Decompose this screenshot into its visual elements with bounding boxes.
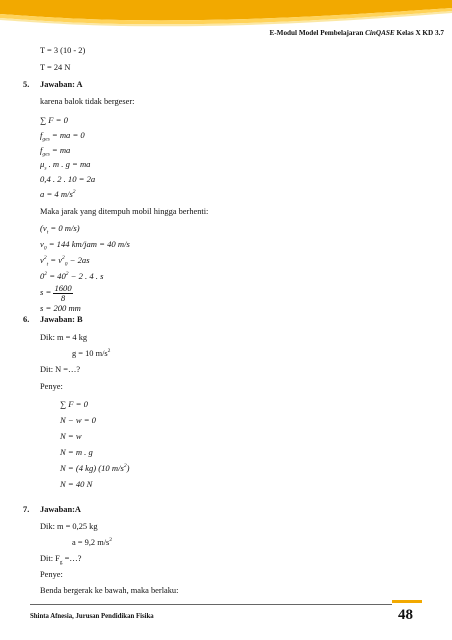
q7-closing: Benda bergerak ke bawah, maka berlaku: xyxy=(40,586,179,595)
header-banner xyxy=(0,0,452,30)
q5-reason: karena balok tidak bergeser: xyxy=(40,97,135,106)
q6-eq-4: N = m . g xyxy=(60,447,93,457)
q7-number: 7. xyxy=(23,505,30,514)
intro-line-2: T = 24 N xyxy=(40,63,71,72)
footer-rule xyxy=(30,604,392,605)
q6-given-mass: Dik: m = 4 kg xyxy=(40,333,88,342)
q5-eq-5: 0,4 . 2 . 10 = 2a xyxy=(40,174,96,184)
q7-given-mass: Dik: m = 0,25 kg xyxy=(40,522,98,531)
page-number: 48 xyxy=(398,607,413,623)
q5-answer: Jawaban: A xyxy=(40,80,83,89)
q7-solution-label: Penye: xyxy=(40,570,63,579)
q5-dist-5: s = $\frac{1600}{8}$ xyxy=(40,283,72,303)
q6-eq-5: N = (4 kg) (10 $m/s^2$) xyxy=(60,463,130,473)
footer-author: Shinta Afnesia, Jurusan Pendidikan Fisika xyxy=(30,613,154,620)
q6-solution-label: Penye: xyxy=(40,382,63,391)
q7-asked: Dit: $F_g$ =…? xyxy=(40,554,82,566)
q5-number: 5. xyxy=(23,80,30,89)
q5-dist-6: s = 200 mm xyxy=(40,303,81,313)
q6-given-gravity: g = 10 $m/s^2$ xyxy=(72,348,111,358)
q5-dist-3: $v^2_t = v^2_0 - 2as$ xyxy=(40,255,90,268)
q6-eq-3: N = w xyxy=(60,431,82,441)
q5-eq-4: $\mu_s$ . m . g = ma xyxy=(40,159,91,172)
banner-graphic xyxy=(0,0,452,30)
q5-dist-1: ($v_t = 0$ m/s) xyxy=(40,223,80,236)
q5-eq-3: $f_{ges}$ = ma xyxy=(40,145,71,158)
q5-eq-6: a = 4 $m/s^2$ xyxy=(40,189,76,199)
q6-eq-6: N = 40 N xyxy=(60,479,93,489)
q5-eq-2: $f_{ges}$ = ma = 0 xyxy=(40,130,85,143)
q6-eq-2: N − w = 0 xyxy=(60,415,96,425)
q7-answer: Jawaban:A xyxy=(40,505,81,514)
q5-distance-intro: Maka jarak yang ditempuh mobil hingga berhenti: xyxy=(40,207,209,216)
q5-dist-2: $v_0 = 144$ km/jam = 40 m/s xyxy=(40,239,130,252)
q6-eq-1: ∑ F = 0 xyxy=(60,399,88,409)
q5-eq-1: ∑ F = 0 xyxy=(40,115,68,125)
header-title: E-Modul Model Pembelajaran CinQASE Kelas X KD 3.7 xyxy=(269,29,444,37)
intro-line-1: T = 3 (10 - 2) xyxy=(40,46,86,55)
q7-given-acceleration: a = 9,2 $m/s^2$ xyxy=(72,537,113,547)
footer-accent xyxy=(392,600,422,603)
q6-answer: Jawaban: B xyxy=(40,315,83,324)
q5-dist-4: $0^2 = 40^2 - 2$ . 4 . s xyxy=(40,271,104,281)
q6-number: 6. xyxy=(23,315,30,324)
q6-asked: Dit: N =…? xyxy=(40,365,81,374)
